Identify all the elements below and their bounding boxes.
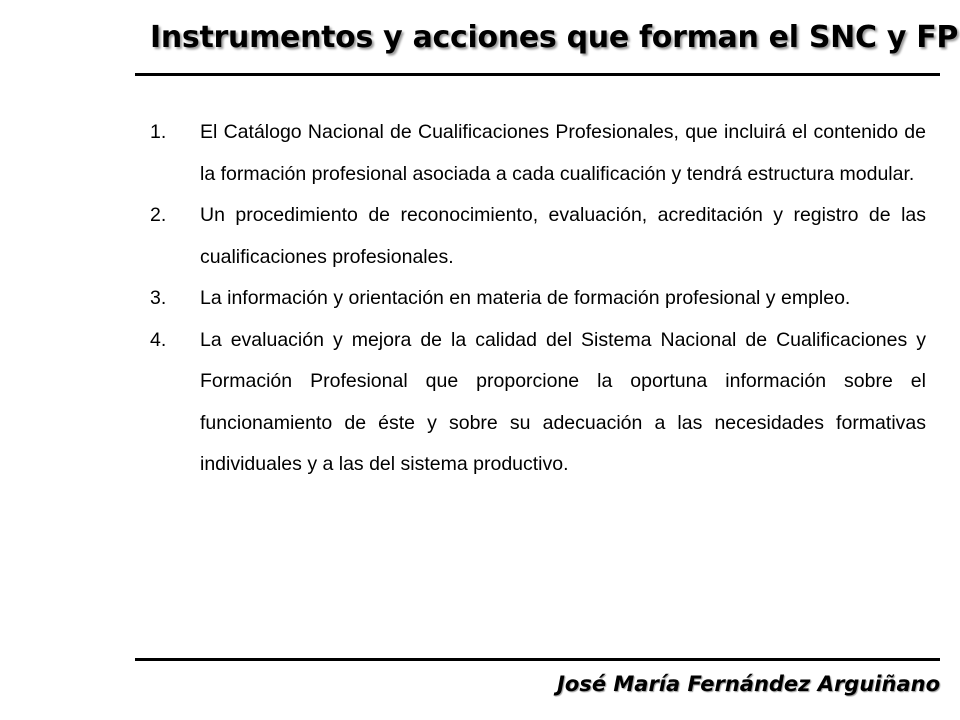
list-item [150, 195, 926, 278]
list-item-number: 4. [150, 328, 167, 351]
bottom-divider [135, 658, 940, 661]
list-item [150, 278, 926, 320]
list-item-text: Un procedimiento de reconocimiento, evaluación, acreditación y registro de las cualificaciones profesionales. [200, 204, 926, 268]
list-item-text: El Catálogo Nacional de Cualificaciones Profesionales, que incluirá el contenido de la formación profesional asociada a cada cualificación y tendrá estructura modular. [200, 121, 926, 185]
top-divider [135, 73, 940, 76]
list-item-number: 3. [150, 287, 167, 309]
list-item-text: La información y orientación en materia de formación profesional y empleo. [200, 287, 851, 309]
list-item [150, 320, 926, 486]
slide-title: Instrumentos y acciones que forman el SNC y FP [150, 20, 959, 55]
list-item [150, 112, 926, 195]
list-item-text: La evaluación y mejora de la calidad del Sistema Nacional de Cualificaciones y Formación Profesional que proporcione la oportuna información sobre el funcionamiento de éste y sobre su adecuación a las necesidades formativas individuales y a las del sistema productivo. [200, 328, 926, 475]
author-name: José María Fernández Arguiñano [557, 672, 940, 696]
list-item-number: 2. [150, 204, 167, 226]
instrument-list [150, 112, 926, 486]
list-item-number: 1. [150, 121, 167, 143]
